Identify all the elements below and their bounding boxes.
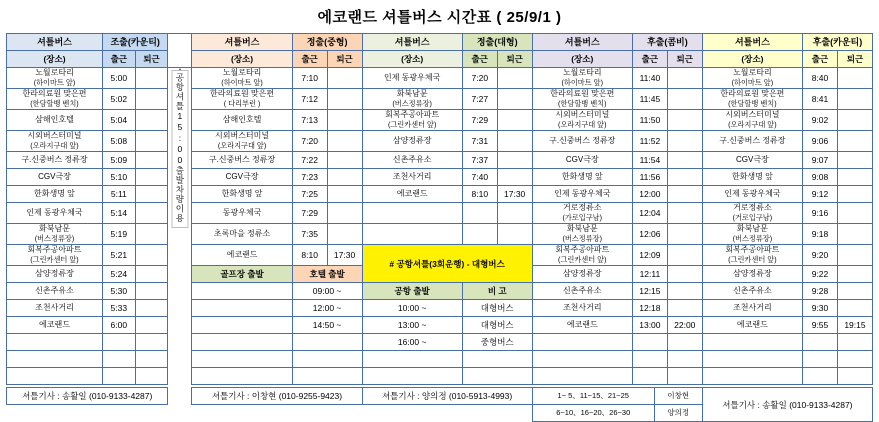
stop-time bbox=[327, 186, 362, 203]
table-row bbox=[7, 131, 873, 152]
stop-time: 7:10 bbox=[292, 68, 327, 89]
stop-time: 11:50 bbox=[632, 110, 667, 131]
stop-time bbox=[667, 186, 702, 203]
stop-time: 9:55 bbox=[803, 317, 838, 334]
stop-name: 동광우체국 bbox=[192, 203, 292, 224]
hdr-a-col2: 퇴근 bbox=[135, 51, 168, 68]
hdr-e-col1: 출근 bbox=[803, 51, 838, 68]
table-row bbox=[7, 89, 873, 110]
driver-d-note-1: 1~ 5、11~15、21~25 bbox=[532, 388, 654, 405]
stop-time: 8:41 bbox=[803, 89, 838, 110]
stop-name: 신촌주유소 bbox=[702, 283, 802, 300]
hotel-departure-time: 12:00 ~ bbox=[292, 300, 362, 317]
stop-name: 조천사거리 bbox=[362, 169, 462, 186]
stop-time: 12:00 bbox=[632, 186, 667, 203]
table-row bbox=[7, 110, 873, 131]
stop-time: 9:12 bbox=[803, 186, 838, 203]
empty-cell bbox=[102, 351, 135, 368]
stop-name: 신촌주유소 bbox=[7, 283, 103, 300]
stop-name: 노월로타리 (하이마트 앞) bbox=[532, 68, 632, 89]
hdr-b-bus: 셔틀버스 bbox=[192, 34, 292, 51]
stop-name: 구.신중버스 정류장 bbox=[192, 152, 292, 169]
empty-cell bbox=[7, 334, 103, 351]
empty-cell bbox=[632, 334, 667, 351]
footer-spacer-4 bbox=[192, 405, 362, 422]
stop-time bbox=[667, 203, 702, 224]
stop-time bbox=[135, 266, 168, 283]
stop-time: 9:20 bbox=[803, 245, 838, 266]
empty-cell bbox=[462, 203, 497, 224]
stop-time: 11:54 bbox=[632, 152, 667, 169]
stop-name: 노월로타리 (하이마트 앞) bbox=[7, 68, 103, 89]
remark-value: 대형버스 bbox=[462, 317, 532, 334]
stop-time bbox=[135, 203, 168, 224]
stop-name: 삼양정류장 bbox=[532, 266, 632, 283]
stop-time bbox=[667, 224, 702, 245]
hotel-departure-time: 09:00 ~ bbox=[292, 283, 362, 300]
empty-cell bbox=[803, 334, 838, 351]
stop-time bbox=[837, 68, 872, 89]
table-row bbox=[7, 186, 873, 203]
airport-shuttle-note: 공항셔틀15:00출발차량이용 bbox=[168, 68, 192, 385]
stop-time bbox=[837, 224, 872, 245]
empty-cell bbox=[532, 368, 632, 385]
table-row bbox=[7, 224, 873, 245]
driver-d-name-2: 양의정 bbox=[654, 405, 702, 422]
empty-cell bbox=[135, 351, 168, 368]
stop-name: 거로정류소 (가로입구남) bbox=[532, 203, 632, 224]
empty-cell bbox=[532, 334, 632, 351]
stop-time bbox=[837, 245, 872, 266]
stop-name: 화북남문 (버스정류장) bbox=[702, 224, 802, 245]
stop-time bbox=[135, 317, 168, 334]
stop-name: 화북남문 (버스정류장) bbox=[532, 224, 632, 245]
stop-time bbox=[135, 224, 168, 245]
stop-time: 9:18 bbox=[803, 224, 838, 245]
empty-cell bbox=[135, 368, 168, 385]
stop-time: 9:28 bbox=[803, 283, 838, 300]
hdr-e-place: (장소) bbox=[702, 51, 802, 68]
stop-name: 노월로타리 (하이마트 앞) bbox=[192, 68, 292, 89]
empty-cell bbox=[462, 351, 532, 368]
stop-time: 7:23 bbox=[292, 169, 327, 186]
stop-time bbox=[497, 152, 532, 169]
stop-name: 인제 동광우체국 bbox=[7, 203, 103, 224]
remark-label: 비 고 bbox=[462, 283, 532, 300]
airport-departure-label: 공항 출발 bbox=[362, 283, 462, 300]
stop-time bbox=[667, 152, 702, 169]
driver-footer bbox=[6, 387, 873, 422]
hotel-departure-time: 14:50 ~ bbox=[292, 317, 362, 334]
hdr-d-col1: 출근 bbox=[632, 51, 667, 68]
stop-time bbox=[837, 266, 872, 283]
stop-time bbox=[667, 169, 702, 186]
stop-name: 회복주공아파트 (그린카센터 앞) bbox=[7, 245, 103, 266]
stop-name: 시외버스터미널 (오라지구대 앞) bbox=[192, 131, 292, 152]
empty-cell bbox=[7, 368, 103, 385]
stop-time: 7:20 bbox=[462, 68, 497, 89]
stop-time bbox=[667, 131, 702, 152]
table-row bbox=[7, 368, 873, 385]
table-body bbox=[7, 68, 873, 385]
stop-time: 22:00 bbox=[667, 317, 702, 334]
stop-time bbox=[837, 203, 872, 224]
stop-name: 초록마을 정류소 bbox=[192, 224, 292, 245]
stop-time: 13:00 bbox=[632, 317, 667, 334]
stop-time: 7:31 bbox=[462, 131, 497, 152]
driver-d-name-1: 이창현 bbox=[654, 388, 702, 405]
stop-name: 삼양정류장 bbox=[702, 266, 802, 283]
stop-time: 5:10 bbox=[102, 169, 135, 186]
stop-time: 5:00 bbox=[102, 68, 135, 89]
stop-name: 한라의료원 맞은편 (한담할뱅 벤치) bbox=[532, 89, 632, 110]
stop-time: 5:09 bbox=[102, 152, 135, 169]
airport-departure-time: 13:00 ~ bbox=[362, 317, 462, 334]
stop-name: 회복주공아파트 (그린카센터 앞) bbox=[532, 245, 632, 266]
stop-time bbox=[497, 68, 532, 89]
stop-name: 인제 동광우체국 bbox=[702, 186, 802, 203]
stop-time: 7:29 bbox=[462, 110, 497, 131]
empty-cell bbox=[702, 368, 802, 385]
stop-time bbox=[135, 169, 168, 186]
stop-name: 한화생명 앞 bbox=[192, 186, 292, 203]
stop-time bbox=[327, 152, 362, 169]
empty-cell bbox=[362, 351, 462, 368]
empty-cell bbox=[292, 351, 362, 368]
stop-time: 12:15 bbox=[632, 283, 667, 300]
stop-time: 9:30 bbox=[803, 300, 838, 317]
stop-name: 시외버스터미널 (오라지구대 앞) bbox=[702, 110, 802, 131]
stop-time: 5:02 bbox=[102, 89, 135, 110]
stop-name: 에코랜드 bbox=[7, 317, 103, 334]
stop-time: 12:11 bbox=[632, 266, 667, 283]
stop-time bbox=[667, 266, 702, 283]
remark-value: 중형버스 bbox=[462, 334, 532, 351]
hotel-departure-label: 호텔 출발 bbox=[292, 266, 362, 283]
hdr-a-group: 조출(카운티) bbox=[102, 34, 167, 51]
stop-time: 19:15 bbox=[837, 317, 872, 334]
stop-time bbox=[837, 300, 872, 317]
stop-name: 에코랜드 bbox=[362, 186, 462, 203]
stop-time bbox=[667, 283, 702, 300]
empty-cell bbox=[667, 368, 702, 385]
hdr-e-bus: 셔틀버스 bbox=[702, 34, 802, 51]
stop-name: 인제 동광우체국 bbox=[362, 68, 462, 89]
stop-time bbox=[667, 89, 702, 110]
empty-cell bbox=[362, 368, 462, 385]
stop-time: 5:14 bbox=[102, 203, 135, 224]
hdr-c-col2: 퇴근 bbox=[497, 51, 532, 68]
stop-name: CGV극장 bbox=[532, 152, 632, 169]
stop-time bbox=[837, 283, 872, 300]
stop-name: 한라의료원 맞은편 ( 다리부런 ) bbox=[192, 89, 292, 110]
stop-time: 12:06 bbox=[632, 224, 667, 245]
stop-time: 5:04 bbox=[102, 110, 135, 131]
footer-spacer-2 bbox=[7, 405, 168, 422]
hdr-c-place: (장소) bbox=[362, 51, 462, 68]
stop-name: 한라의료원 맞은편 (한담할뱅 벤치) bbox=[7, 89, 103, 110]
stop-time: 17:30 bbox=[327, 245, 362, 266]
stop-time: 9:08 bbox=[803, 169, 838, 186]
hdr-b-place: (장소) bbox=[192, 51, 292, 68]
table-row bbox=[7, 245, 873, 266]
empty-cell bbox=[803, 368, 838, 385]
stop-time bbox=[327, 110, 362, 131]
stop-name: CGV극장 bbox=[702, 152, 802, 169]
table-row bbox=[7, 152, 873, 169]
hdr-e-group: 후출(카운티) bbox=[803, 34, 873, 51]
empty-cell bbox=[362, 203, 462, 224]
stop-name: 구.신중버스 정류장 bbox=[702, 131, 802, 152]
empty-cell bbox=[292, 334, 362, 351]
stop-time bbox=[327, 203, 362, 224]
stop-name: 에코랜드 bbox=[532, 317, 632, 334]
spacer-col bbox=[168, 34, 192, 68]
stop-name: 시외버스터미널 (오라지구대 앞) bbox=[532, 110, 632, 131]
hdr-d-bus: 셔틀버스 bbox=[532, 34, 632, 51]
footer-spacer bbox=[168, 388, 192, 405]
table-row bbox=[7, 169, 873, 186]
empty-cell bbox=[632, 368, 667, 385]
stop-time: 17:30 bbox=[497, 186, 532, 203]
empty-cell bbox=[667, 334, 702, 351]
stop-name: 신촌주유소 bbox=[532, 283, 632, 300]
stop-time bbox=[497, 89, 532, 110]
driver-d-note-2: 6~10、16~20、26~30 bbox=[532, 405, 654, 422]
stop-name: 조천사거리 bbox=[702, 300, 802, 317]
hdr-b-col1: 출근 bbox=[292, 51, 327, 68]
stop-time bbox=[135, 283, 168, 300]
driver-c: 셔틀기사 : 양의정 (010-5913-4993) bbox=[362, 388, 532, 405]
stop-time: 9:06 bbox=[803, 131, 838, 152]
stop-name: 에코랜드 bbox=[702, 317, 802, 334]
footer-spacer-5 bbox=[362, 405, 532, 422]
stop-time: 12:04 bbox=[632, 203, 667, 224]
stop-time: 5:11 bbox=[102, 186, 135, 203]
stop-time bbox=[497, 110, 532, 131]
empty-cell bbox=[192, 334, 292, 351]
golf-departure-time bbox=[192, 317, 292, 334]
table-row bbox=[7, 203, 873, 224]
driver-b: 셔틀기사 : 이창현 (010-9255-9423) bbox=[192, 388, 362, 405]
stop-time: 11:45 bbox=[632, 89, 667, 110]
empty-cell bbox=[135, 334, 168, 351]
hdr-a-bus: 셔틀버스 bbox=[7, 34, 103, 51]
stop-name: 삼양정류장 bbox=[7, 266, 103, 283]
golf-departure-label: 골프장 출발 bbox=[192, 266, 292, 283]
stop-name: 삼해인호텔 bbox=[192, 110, 292, 131]
stop-time bbox=[837, 169, 872, 186]
stop-time: 9:16 bbox=[803, 203, 838, 224]
table-row bbox=[7, 300, 873, 317]
hdr-d-col2: 퇴근 bbox=[667, 51, 702, 68]
stop-name: 회복주공아파트 (그린카센터 앞) bbox=[362, 110, 462, 131]
hdr-d-place: (장소) bbox=[532, 51, 632, 68]
hdr-a-col1: 출근 bbox=[102, 51, 135, 68]
stop-time: 9:07 bbox=[803, 152, 838, 169]
table-header-row-2 bbox=[7, 51, 873, 68]
stop-time: 5:19 bbox=[102, 224, 135, 245]
stop-name: 한화생명 앞 bbox=[702, 169, 802, 186]
empty-cell bbox=[702, 351, 802, 368]
stop-time: 7:29 bbox=[292, 203, 327, 224]
golf-departure-time bbox=[192, 300, 292, 317]
stop-name: 조천사거리 bbox=[532, 300, 632, 317]
hdr-b-col2: 퇴근 bbox=[327, 51, 362, 68]
stop-time: 8:10 bbox=[462, 186, 497, 203]
empty-cell bbox=[497, 224, 532, 245]
stop-time: 7:20 bbox=[292, 131, 327, 152]
stop-name: 한화생명 앞 bbox=[7, 186, 103, 203]
hdr-c-col1: 출근 bbox=[462, 51, 497, 68]
empty-cell bbox=[667, 351, 702, 368]
stop-time bbox=[327, 68, 362, 89]
stop-time bbox=[837, 89, 872, 110]
stop-name: 한라의료원 맞은편 (한담할뱅 벤치) bbox=[702, 89, 802, 110]
stop-name: 회복주공아파트 (그린카센터 앞) bbox=[702, 245, 802, 266]
empty-cell bbox=[192, 368, 292, 385]
stop-name: CGV극장 bbox=[192, 169, 292, 186]
driver-a: 셔틀기사 : 송활일 (010-9133-4287) bbox=[7, 388, 168, 405]
footer-spacer-3 bbox=[168, 405, 192, 422]
stop-time: 5:08 bbox=[102, 131, 135, 152]
airport-shuttle-banner: # 공항셔틀(3회운행) - 대형버스 bbox=[362, 245, 532, 283]
stop-name: 에코랜드 bbox=[192, 245, 292, 266]
stop-time: 5:33 bbox=[102, 300, 135, 317]
empty-cell bbox=[102, 368, 135, 385]
stop-time: 7:40 bbox=[462, 169, 497, 186]
stop-time: 8:40 bbox=[803, 68, 838, 89]
stop-name: 삼양정류장 bbox=[362, 131, 462, 152]
stop-time bbox=[837, 186, 872, 203]
stop-time bbox=[497, 169, 532, 186]
stop-name: CGV극장 bbox=[7, 169, 103, 186]
stop-time: 5:21 bbox=[102, 245, 135, 266]
stop-time bbox=[135, 89, 168, 110]
empty-cell bbox=[292, 368, 362, 385]
stop-name: 인제 동광우체국 bbox=[532, 186, 632, 203]
stop-time: 11:40 bbox=[632, 68, 667, 89]
empty-cell bbox=[7, 351, 103, 368]
driver-e: 셔틀기사 : 송활일 (010-9133-4287) bbox=[702, 388, 872, 422]
stop-time bbox=[497, 131, 532, 152]
stop-name: 구.신중버스 정류장 bbox=[7, 152, 103, 169]
stop-time: 6:00 bbox=[102, 317, 135, 334]
stop-time bbox=[135, 186, 168, 203]
stop-time: 9:22 bbox=[803, 266, 838, 283]
stop-time bbox=[327, 131, 362, 152]
stop-name: 구.신중버스 정류장 bbox=[532, 131, 632, 152]
stop-name: 노월로타리 (하이마트 앞) bbox=[702, 68, 802, 89]
stop-time bbox=[667, 245, 702, 266]
stop-time bbox=[667, 110, 702, 131]
hdr-e-col2: 퇴근 bbox=[837, 51, 872, 68]
empty-cell bbox=[192, 351, 292, 368]
remark-value: 대형버스 bbox=[462, 300, 532, 317]
hdr-b-group: 정출(중형) bbox=[292, 34, 362, 51]
stop-time: 7:12 bbox=[292, 89, 327, 110]
stop-name: 삼해인호텔 bbox=[7, 110, 103, 131]
stop-name: 한화생명 앞 bbox=[532, 169, 632, 186]
stop-time: 5:30 bbox=[102, 283, 135, 300]
stop-time bbox=[837, 152, 872, 169]
stop-time bbox=[135, 152, 168, 169]
golf-departure-time bbox=[192, 283, 292, 300]
empty-cell bbox=[702, 334, 802, 351]
stop-name: 시외버스터미널 (오라지구대 앞) bbox=[7, 131, 103, 152]
stop-time bbox=[667, 68, 702, 89]
stop-time: 7:25 bbox=[292, 186, 327, 203]
empty-cell bbox=[102, 334, 135, 351]
table-row bbox=[7, 351, 873, 368]
stop-time: 12:09 bbox=[632, 245, 667, 266]
table-row bbox=[7, 68, 873, 89]
stop-time: 12:18 bbox=[632, 300, 667, 317]
page-title: 에코랜드 셔틀버스 시간표 ( 25/9/1 ) bbox=[317, 9, 562, 26]
empty-cell bbox=[462, 368, 532, 385]
table-header-row-1 bbox=[7, 34, 873, 51]
empty-cell bbox=[632, 351, 667, 368]
stop-time bbox=[135, 131, 168, 152]
stop-time: 7:35 bbox=[292, 224, 327, 245]
stop-name: 신촌주유소 bbox=[362, 152, 462, 169]
stop-time bbox=[327, 89, 362, 110]
stop-time bbox=[837, 110, 872, 131]
empty-cell bbox=[362, 224, 462, 245]
stop-time bbox=[135, 68, 168, 89]
stop-time: 9:02 bbox=[803, 110, 838, 131]
hdr-d-group: 후출(콤비) bbox=[632, 34, 702, 51]
empty-cell bbox=[462, 224, 497, 245]
table-row bbox=[7, 317, 873, 334]
table-row bbox=[7, 334, 873, 351]
stop-time: 11:52 bbox=[632, 131, 667, 152]
stop-time: 7:27 bbox=[462, 89, 497, 110]
stop-time: 7:37 bbox=[462, 152, 497, 169]
stop-name: 화북남문 (버스정류장) bbox=[362, 89, 462, 110]
stop-time bbox=[837, 131, 872, 152]
empty-cell bbox=[837, 368, 872, 385]
airport-departure-time: 16:00 ~ bbox=[362, 334, 462, 351]
stop-time: 7:22 bbox=[292, 152, 327, 169]
empty-cell bbox=[497, 203, 532, 224]
empty-cell bbox=[837, 351, 872, 368]
stop-time bbox=[327, 224, 362, 245]
hdr-c-bus: 셔틀버스 bbox=[362, 34, 462, 51]
empty-cell bbox=[803, 351, 838, 368]
stop-name: 화북남문 (버스정류장) bbox=[7, 224, 103, 245]
stop-time: 5:24 bbox=[102, 266, 135, 283]
stop-time: 11:56 bbox=[632, 169, 667, 186]
empty-cell bbox=[837, 334, 872, 351]
table-row bbox=[7, 283, 873, 300]
stop-time bbox=[667, 300, 702, 317]
stop-time bbox=[135, 110, 168, 131]
stop-name: 거로정류소 (거로입구남) bbox=[702, 203, 802, 224]
hdr-c-group: 정출(대형) bbox=[462, 34, 532, 51]
empty-cell bbox=[532, 351, 632, 368]
stop-time bbox=[135, 300, 168, 317]
stop-time: 8:10 bbox=[292, 245, 327, 266]
stop-time bbox=[327, 169, 362, 186]
hdr-a-place: (장소) bbox=[7, 51, 103, 68]
shuttle-timetable bbox=[6, 33, 873, 385]
stop-time bbox=[135, 245, 168, 266]
stop-name: 조천사거리 bbox=[7, 300, 103, 317]
stop-time: 7:13 bbox=[292, 110, 327, 131]
airport-departure-time: 10:00 ~ bbox=[362, 300, 462, 317]
